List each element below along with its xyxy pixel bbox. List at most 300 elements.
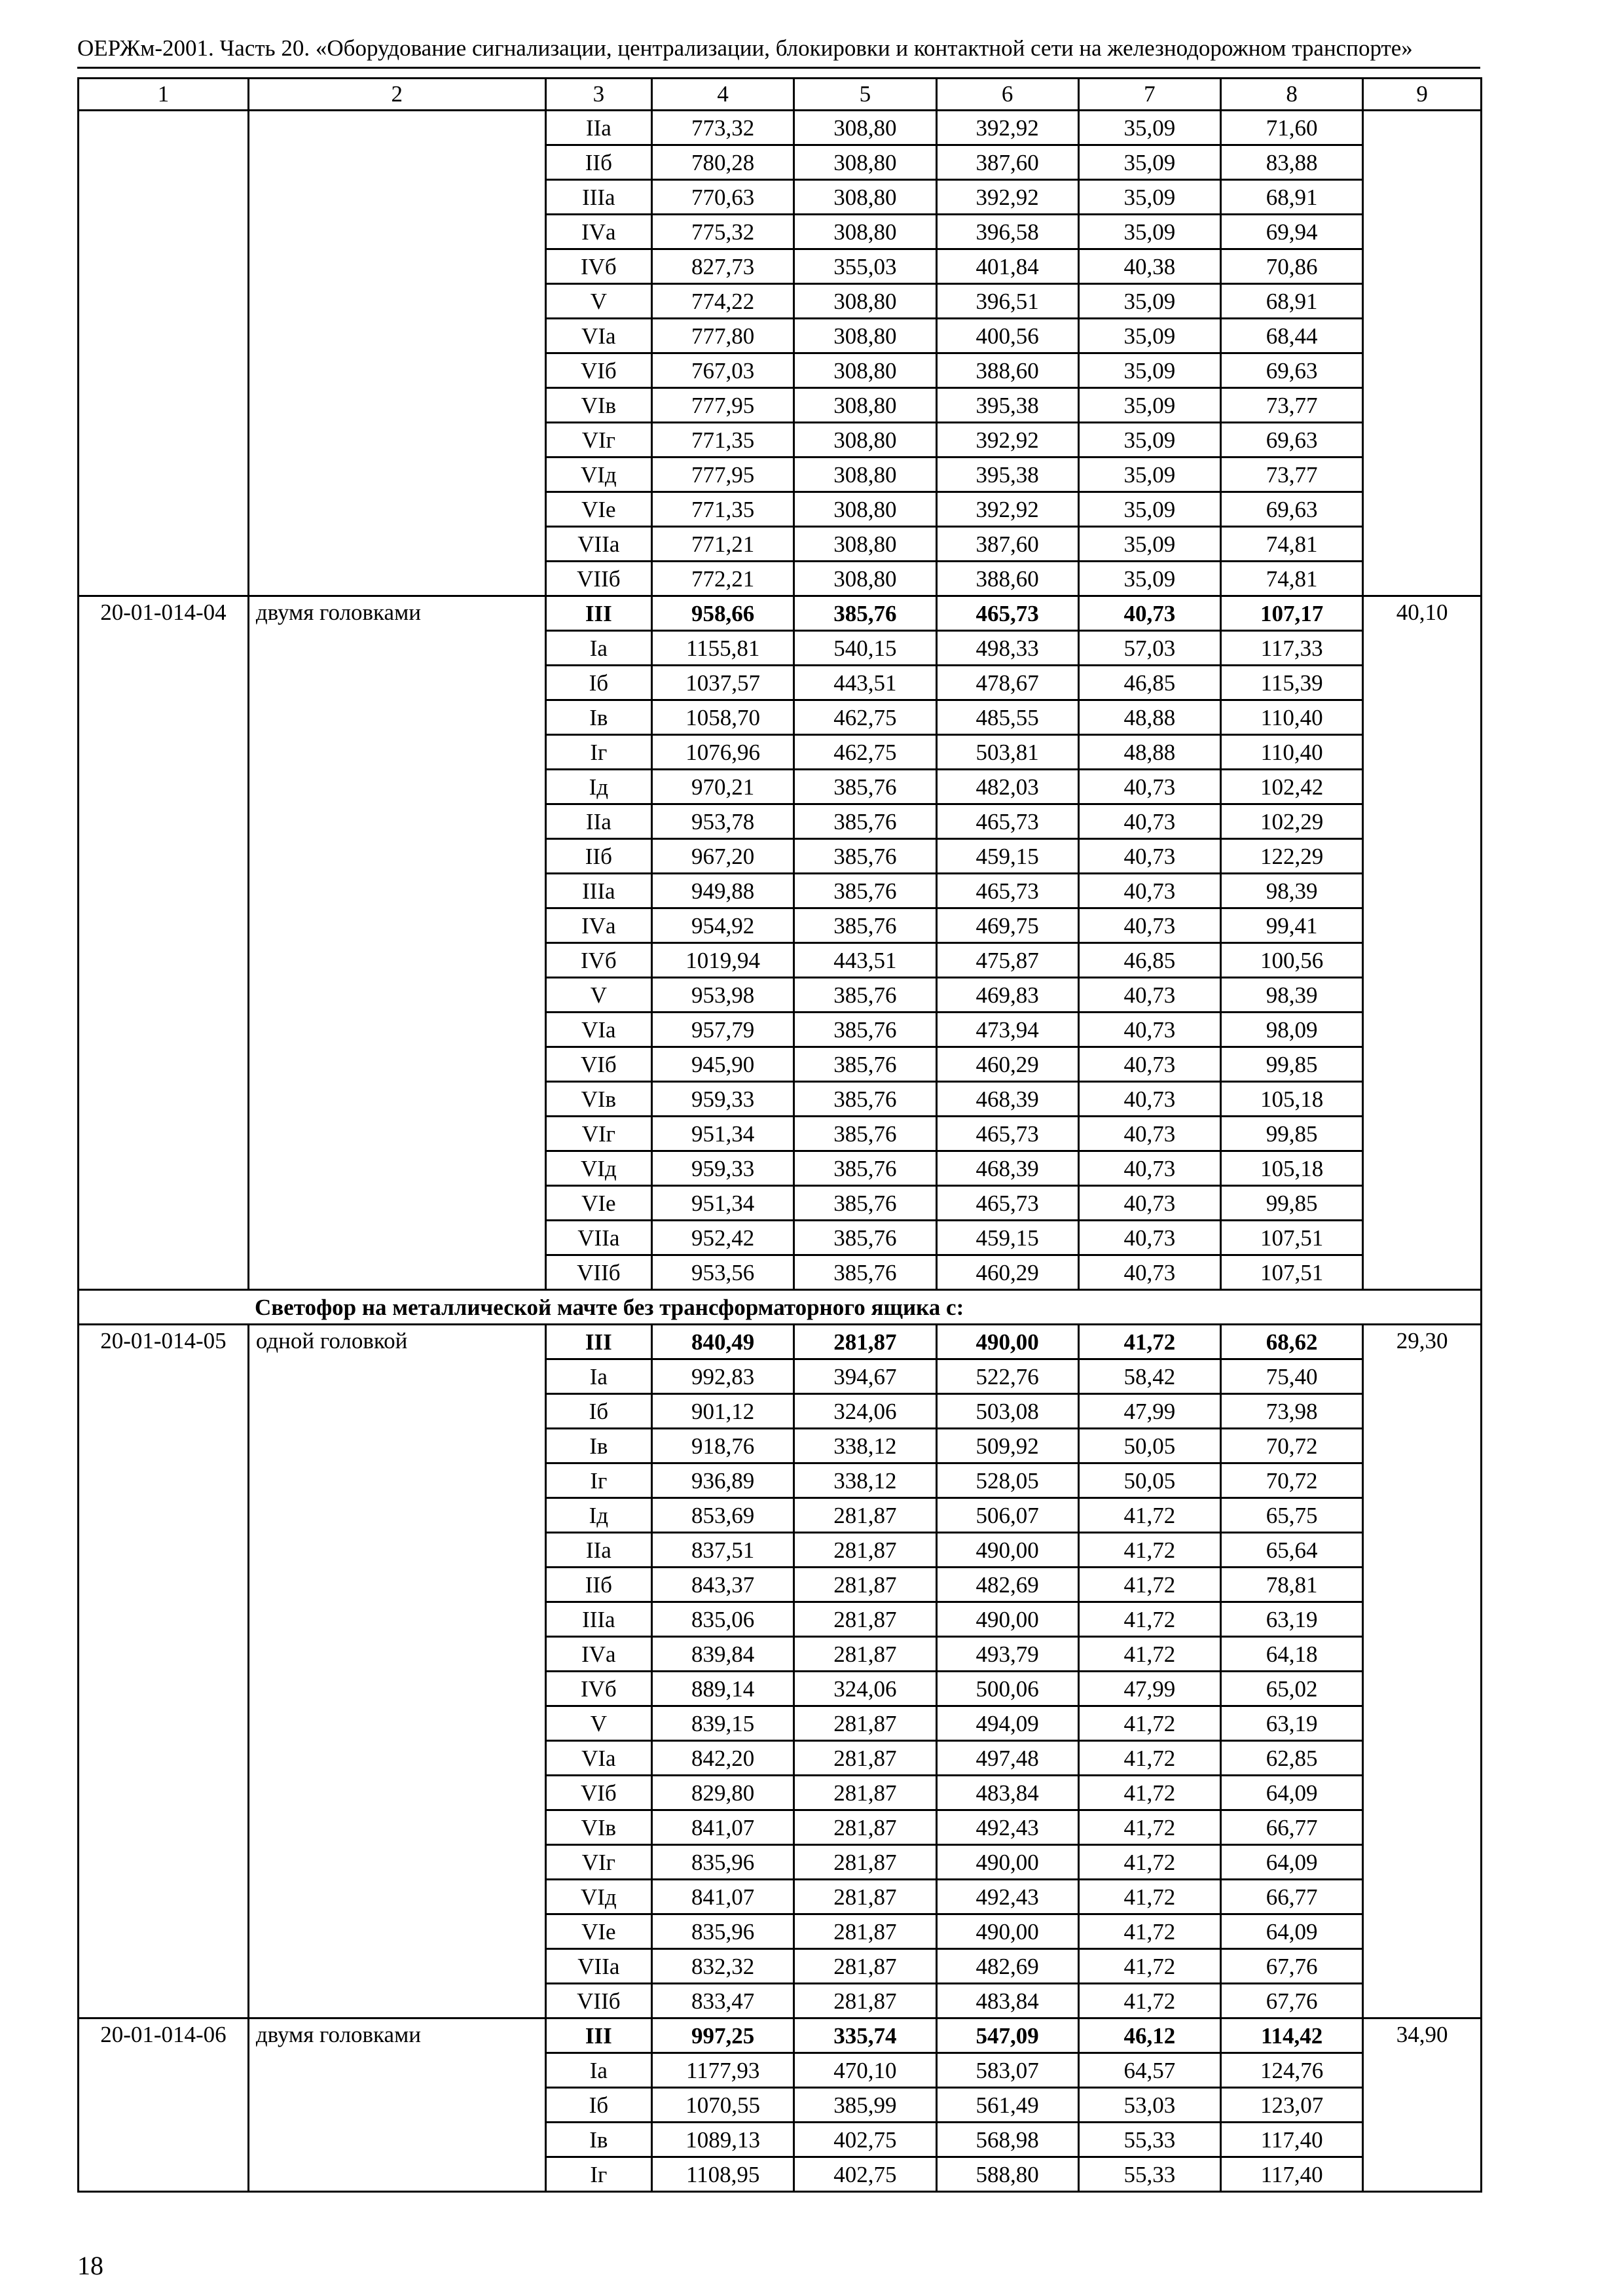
value-cell: 67,76 bbox=[1221, 1984, 1363, 2018]
zone-cell: Iв bbox=[545, 700, 651, 735]
value-cell: 281,87 bbox=[794, 1741, 936, 1776]
value-cell: 459,15 bbox=[936, 839, 1078, 874]
value-cell: 40,73 bbox=[1078, 1013, 1220, 1047]
value-cell: 100,56 bbox=[1221, 943, 1363, 978]
zone-cell: VIв bbox=[545, 388, 651, 423]
value-cell: 832,32 bbox=[652, 1949, 794, 1984]
value-cell: 40,73 bbox=[1078, 908, 1220, 943]
value-cell: 308,80 bbox=[794, 527, 936, 562]
zone-cell: IIб bbox=[545, 839, 651, 874]
value-cell: 465,73 bbox=[936, 596, 1078, 631]
value-cell: 65,75 bbox=[1221, 1498, 1363, 1533]
zone-cell: Iа bbox=[545, 2053, 651, 2088]
value-cell: 308,80 bbox=[794, 423, 936, 457]
value-cell: 308,80 bbox=[794, 111, 936, 145]
value-cell: 83,88 bbox=[1221, 145, 1363, 180]
value-cell: 281,87 bbox=[794, 1984, 936, 2018]
value-cell: 387,60 bbox=[936, 527, 1078, 562]
zone-cell: VIд bbox=[545, 1151, 651, 1186]
value-cell: 841,07 bbox=[652, 1810, 794, 1845]
value-cell: 281,87 bbox=[794, 1880, 936, 1914]
value-cell: 64,09 bbox=[1221, 1845, 1363, 1880]
value-cell: 997,25 bbox=[652, 2018, 794, 2053]
column-header: 7 bbox=[1078, 79, 1220, 111]
value-cell: 98,39 bbox=[1221, 978, 1363, 1013]
zone-cell: IVб bbox=[545, 1672, 651, 1706]
value-cell: 401,84 bbox=[936, 249, 1078, 284]
value-cell: 35,09 bbox=[1078, 457, 1220, 492]
value-cell: 840,49 bbox=[652, 1325, 794, 1359]
value-cell: 40,73 bbox=[1078, 1221, 1220, 1255]
value-cell: 385,76 bbox=[794, 770, 936, 804]
value-cell: 957,79 bbox=[652, 1013, 794, 1047]
value-cell: 40,73 bbox=[1078, 1082, 1220, 1117]
row-name-cell bbox=[248, 111, 545, 596]
value-cell: 40,73 bbox=[1078, 839, 1220, 874]
value-cell: 469,83 bbox=[936, 978, 1078, 1013]
value-cell: 392,92 bbox=[936, 180, 1078, 215]
value-cell: 69,94 bbox=[1221, 215, 1363, 249]
value-cell: 473,94 bbox=[936, 1013, 1078, 1047]
column-header: 6 bbox=[936, 79, 1078, 111]
value-cell: 959,33 bbox=[652, 1082, 794, 1117]
value-cell: 41,72 bbox=[1078, 1949, 1220, 1984]
value-cell: 35,09 bbox=[1078, 562, 1220, 596]
column-header: 3 bbox=[545, 79, 651, 111]
value-cell: 68,91 bbox=[1221, 180, 1363, 215]
zone-cell: IIа bbox=[545, 1533, 651, 1568]
value-cell: 35,09 bbox=[1078, 145, 1220, 180]
value-cell: 918,76 bbox=[652, 1429, 794, 1463]
value-cell: 388,60 bbox=[936, 353, 1078, 388]
value-cell: 387,60 bbox=[936, 145, 1078, 180]
zone-cell: III bbox=[545, 1325, 651, 1359]
value-cell: 98,39 bbox=[1221, 874, 1363, 908]
value-cell: 98,09 bbox=[1221, 1013, 1363, 1047]
value-cell: 35,09 bbox=[1078, 284, 1220, 319]
table-body bbox=[79, 111, 1482, 2192]
value-cell: 509,92 bbox=[936, 1429, 1078, 1463]
zone-cell: Iа bbox=[545, 1359, 651, 1394]
zone-cell: IVа bbox=[545, 1637, 651, 1672]
value-cell: 281,87 bbox=[794, 1533, 936, 1568]
value-cell: 308,80 bbox=[794, 388, 936, 423]
value-cell: 493,79 bbox=[936, 1637, 1078, 1672]
zone-cell: IVб bbox=[545, 943, 651, 978]
value-cell: 967,20 bbox=[652, 839, 794, 874]
value-cell: 69,63 bbox=[1221, 353, 1363, 388]
row-col9-cell: 34,90 bbox=[1363, 2018, 1482, 2192]
value-cell: 324,06 bbox=[794, 1672, 936, 1706]
zone-cell: III bbox=[545, 596, 651, 631]
value-cell: 73,77 bbox=[1221, 388, 1363, 423]
value-cell: 102,29 bbox=[1221, 804, 1363, 839]
value-cell: 835,96 bbox=[652, 1914, 794, 1949]
value-cell: 105,18 bbox=[1221, 1082, 1363, 1117]
value-cell: 392,92 bbox=[936, 111, 1078, 145]
value-cell: 40,73 bbox=[1078, 1151, 1220, 1186]
value-cell: 936,89 bbox=[652, 1463, 794, 1498]
row-code-cell: 20-01-014-05 bbox=[79, 1325, 249, 2018]
value-cell: 827,73 bbox=[652, 249, 794, 284]
value-cell: 107,51 bbox=[1221, 1255, 1363, 1290]
value-cell: 99,85 bbox=[1221, 1047, 1363, 1082]
zone-cell: VIб bbox=[545, 1047, 651, 1082]
value-cell: 385,76 bbox=[794, 978, 936, 1013]
value-cell: 396,51 bbox=[936, 284, 1078, 319]
row-code-cell: 20-01-014-06 bbox=[79, 2018, 249, 2192]
value-cell: 588,80 bbox=[936, 2157, 1078, 2192]
value-cell: 41,72 bbox=[1078, 1810, 1220, 1845]
value-cell: 465,73 bbox=[936, 1117, 1078, 1151]
zone-cell: Iг bbox=[545, 2157, 651, 2192]
value-cell: 308,80 bbox=[794, 145, 936, 180]
value-cell: 117,33 bbox=[1221, 631, 1363, 666]
value-cell: 396,58 bbox=[936, 215, 1078, 249]
value-cell: 65,02 bbox=[1221, 1672, 1363, 1706]
value-cell: 41,72 bbox=[1078, 1914, 1220, 1949]
value-cell: 839,84 bbox=[652, 1637, 794, 1672]
value-cell: 46,85 bbox=[1078, 943, 1220, 978]
zone-cell: Iа bbox=[545, 631, 651, 666]
value-cell: 68,44 bbox=[1221, 319, 1363, 353]
value-cell: 901,12 bbox=[652, 1394, 794, 1429]
value-cell: 503,08 bbox=[936, 1394, 1078, 1429]
value-cell: 308,80 bbox=[794, 457, 936, 492]
value-cell: 65,64 bbox=[1221, 1533, 1363, 1568]
value-cell: 1070,55 bbox=[652, 2088, 794, 2123]
table-row bbox=[79, 596, 1482, 631]
value-cell: 385,76 bbox=[794, 1117, 936, 1151]
value-cell: 41,72 bbox=[1078, 1845, 1220, 1880]
value-cell: 50,05 bbox=[1078, 1429, 1220, 1463]
value-cell: 475,87 bbox=[936, 943, 1078, 978]
value-cell: 498,33 bbox=[936, 631, 1078, 666]
value-cell: 385,76 bbox=[794, 1186, 936, 1221]
value-cell: 35,09 bbox=[1078, 527, 1220, 562]
value-cell: 395,38 bbox=[936, 457, 1078, 492]
value-cell: 40,73 bbox=[1078, 1047, 1220, 1082]
section-title: Светофор на металлической мачте без трансформаторного ящика с: bbox=[79, 1290, 1482, 1325]
value-cell: 40,73 bbox=[1078, 1186, 1220, 1221]
value-cell: 105,18 bbox=[1221, 1151, 1363, 1186]
value-cell: 385,76 bbox=[794, 874, 936, 908]
zone-cell: IIIа bbox=[545, 874, 651, 908]
value-cell: 402,75 bbox=[794, 2123, 936, 2157]
zone-cell: Iг bbox=[545, 735, 651, 770]
value-cell: 771,35 bbox=[652, 423, 794, 457]
value-cell: 842,20 bbox=[652, 1741, 794, 1776]
value-cell: 53,03 bbox=[1078, 2088, 1220, 2123]
value-cell: 833,47 bbox=[652, 1984, 794, 2018]
value-cell: 385,76 bbox=[794, 1013, 936, 1047]
value-cell: 395,38 bbox=[936, 388, 1078, 423]
value-cell: 35,09 bbox=[1078, 423, 1220, 457]
value-cell: 483,84 bbox=[936, 1776, 1078, 1810]
value-cell: 583,07 bbox=[936, 2053, 1078, 2088]
value-cell: 68,91 bbox=[1221, 284, 1363, 319]
table-row bbox=[79, 1325, 1482, 1359]
value-cell: 468,39 bbox=[936, 1082, 1078, 1117]
value-cell: 780,28 bbox=[652, 145, 794, 180]
column-header: 1 bbox=[79, 79, 249, 111]
value-cell: 41,72 bbox=[1078, 1706, 1220, 1741]
value-cell: 338,12 bbox=[794, 1429, 936, 1463]
value-cell: 1177,93 bbox=[652, 2053, 794, 2088]
value-cell: 41,72 bbox=[1078, 1533, 1220, 1568]
header-divider bbox=[77, 67, 1480, 69]
zone-cell: Iд bbox=[545, 770, 651, 804]
row-code-cell bbox=[79, 111, 249, 596]
value-cell: 777,95 bbox=[652, 457, 794, 492]
column-header: 8 bbox=[1221, 79, 1363, 111]
value-cell: 70,72 bbox=[1221, 1429, 1363, 1463]
value-cell: 40,38 bbox=[1078, 249, 1220, 284]
zone-cell: VIе bbox=[545, 1914, 651, 1949]
value-cell: 385,76 bbox=[794, 596, 936, 631]
zone-cell: IVб bbox=[545, 249, 651, 284]
value-cell: 459,15 bbox=[936, 1221, 1078, 1255]
value-cell: 503,81 bbox=[936, 735, 1078, 770]
row-name-cell: двумя головками bbox=[248, 2018, 545, 2192]
price-table bbox=[77, 77, 1482, 2193]
value-cell: 468,39 bbox=[936, 1151, 1078, 1186]
zone-cell: Iв bbox=[545, 1429, 651, 1463]
value-cell: 400,56 bbox=[936, 319, 1078, 353]
value-cell: 47,99 bbox=[1078, 1394, 1220, 1429]
row-code-cell: 20-01-014-04 bbox=[79, 596, 249, 1290]
value-cell: 40,73 bbox=[1078, 596, 1220, 631]
value-cell: 117,40 bbox=[1221, 2157, 1363, 2192]
value-cell: 123,07 bbox=[1221, 2088, 1363, 2123]
value-cell: 47,99 bbox=[1078, 1672, 1220, 1706]
zone-cell: VIб bbox=[545, 1776, 651, 1810]
value-cell: 46,85 bbox=[1078, 666, 1220, 700]
value-cell: 35,09 bbox=[1078, 353, 1220, 388]
value-cell: 281,87 bbox=[794, 1637, 936, 1672]
zone-cell: VIд bbox=[545, 1880, 651, 1914]
value-cell: 66,77 bbox=[1221, 1880, 1363, 1914]
value-cell: 490,00 bbox=[936, 1914, 1078, 1949]
value-cell: 561,49 bbox=[936, 2088, 1078, 2123]
zone-cell: III bbox=[545, 2018, 651, 2053]
zone-cell: VIIа bbox=[545, 1221, 651, 1255]
value-cell: 308,80 bbox=[794, 180, 936, 215]
value-cell: 506,07 bbox=[936, 1498, 1078, 1533]
value-cell: 385,76 bbox=[794, 804, 936, 839]
value-cell: 469,75 bbox=[936, 908, 1078, 943]
zone-cell: IVа bbox=[545, 908, 651, 943]
value-cell: 63,19 bbox=[1221, 1706, 1363, 1741]
column-header: 5 bbox=[794, 79, 936, 111]
value-cell: 64,09 bbox=[1221, 1914, 1363, 1949]
value-cell: 69,63 bbox=[1221, 423, 1363, 457]
value-cell: 68,62 bbox=[1221, 1325, 1363, 1359]
column-header: 4 bbox=[652, 79, 794, 111]
value-cell: 497,48 bbox=[936, 1741, 1078, 1776]
value-cell: 41,72 bbox=[1078, 1568, 1220, 1602]
value-cell: 385,76 bbox=[794, 908, 936, 943]
value-cell: 114,42 bbox=[1221, 2018, 1363, 2053]
zone-cell: Iв bbox=[545, 2123, 651, 2157]
value-cell: 41,72 bbox=[1078, 1776, 1220, 1810]
value-cell: 465,73 bbox=[936, 1186, 1078, 1221]
value-cell: 953,78 bbox=[652, 804, 794, 839]
value-cell: 490,00 bbox=[936, 1845, 1078, 1880]
value-cell: 308,80 bbox=[794, 562, 936, 596]
value-cell: 102,42 bbox=[1221, 770, 1363, 804]
value-cell: 568,98 bbox=[936, 2123, 1078, 2157]
zone-cell: VIг bbox=[545, 1117, 651, 1151]
zone-cell: IIа bbox=[545, 111, 651, 145]
zone-cell: VIIб bbox=[545, 1255, 651, 1290]
zone-cell: IIб bbox=[545, 1568, 651, 1602]
value-cell: 835,96 bbox=[652, 1845, 794, 1880]
value-cell: 465,73 bbox=[936, 874, 1078, 908]
value-cell: 771,35 bbox=[652, 492, 794, 527]
value-cell: 970,21 bbox=[652, 770, 794, 804]
value-cell: 462,75 bbox=[794, 700, 936, 735]
value-cell: 281,87 bbox=[794, 1498, 936, 1533]
value-cell: 63,19 bbox=[1221, 1602, 1363, 1637]
row-col9-cell: 40,10 bbox=[1363, 596, 1482, 1290]
value-cell: 1108,95 bbox=[652, 2157, 794, 2192]
value-cell: 482,69 bbox=[936, 1568, 1078, 1602]
value-cell: 58,42 bbox=[1078, 1359, 1220, 1394]
table-row bbox=[79, 111, 1482, 145]
zone-cell: VIе bbox=[545, 1186, 651, 1221]
zone-cell: VIг bbox=[545, 1845, 651, 1880]
value-cell: 385,99 bbox=[794, 2088, 936, 2123]
value-cell: 490,00 bbox=[936, 1533, 1078, 1568]
value-cell: 385,76 bbox=[794, 1221, 936, 1255]
value-cell: 308,80 bbox=[794, 284, 936, 319]
page-number: 18 bbox=[77, 2251, 103, 2280]
zone-cell: VIв bbox=[545, 1810, 651, 1845]
value-cell: 281,87 bbox=[794, 1568, 936, 1602]
value-cell: 1019,94 bbox=[652, 943, 794, 978]
value-cell: 69,63 bbox=[1221, 492, 1363, 527]
value-cell: 952,42 bbox=[652, 1221, 794, 1255]
value-cell: 771,21 bbox=[652, 527, 794, 562]
value-cell: 41,72 bbox=[1078, 1741, 1220, 1776]
value-cell: 115,39 bbox=[1221, 666, 1363, 700]
value-cell: 460,29 bbox=[936, 1047, 1078, 1082]
value-cell: 470,10 bbox=[794, 2053, 936, 2088]
value-cell: 839,15 bbox=[652, 1706, 794, 1741]
value-cell: 55,33 bbox=[1078, 2123, 1220, 2157]
value-cell: 500,06 bbox=[936, 1672, 1078, 1706]
value-cell: 465,73 bbox=[936, 804, 1078, 839]
value-cell: 40,73 bbox=[1078, 770, 1220, 804]
value-cell: 490,00 bbox=[936, 1602, 1078, 1637]
value-cell: 281,87 bbox=[794, 1706, 936, 1741]
value-cell: 40,73 bbox=[1078, 874, 1220, 908]
value-cell: 959,33 bbox=[652, 1151, 794, 1186]
value-cell: 99,41 bbox=[1221, 908, 1363, 943]
value-cell: 492,43 bbox=[936, 1880, 1078, 1914]
value-cell: 64,57 bbox=[1078, 2053, 1220, 2088]
value-cell: 388,60 bbox=[936, 562, 1078, 596]
value-cell: 338,12 bbox=[794, 1463, 936, 1498]
value-cell: 75,40 bbox=[1221, 1359, 1363, 1394]
value-cell: 67,76 bbox=[1221, 1949, 1363, 1984]
value-cell: 1089,13 bbox=[652, 2123, 794, 2157]
value-cell: 951,34 bbox=[652, 1186, 794, 1221]
zone-cell: VIв bbox=[545, 1082, 651, 1117]
zone-cell: VIIа bbox=[545, 527, 651, 562]
value-cell: 777,80 bbox=[652, 319, 794, 353]
zone-cell: VIIа bbox=[545, 1949, 651, 1984]
value-cell: 73,98 bbox=[1221, 1394, 1363, 1429]
zone-cell: VIIб bbox=[545, 1984, 651, 2018]
row-col9-cell bbox=[1363, 111, 1482, 596]
value-cell: 281,87 bbox=[794, 1914, 936, 1949]
zone-cell: V bbox=[545, 1706, 651, 1741]
value-cell: 490,00 bbox=[936, 1325, 1078, 1359]
value-cell: 540,15 bbox=[794, 631, 936, 666]
value-cell: 40,73 bbox=[1078, 1255, 1220, 1290]
value-cell: 1058,70 bbox=[652, 700, 794, 735]
value-cell: 62,85 bbox=[1221, 1741, 1363, 1776]
value-cell: 485,55 bbox=[936, 700, 1078, 735]
value-cell: 392,92 bbox=[936, 423, 1078, 457]
value-cell: 494,09 bbox=[936, 1706, 1078, 1741]
value-cell: 308,80 bbox=[794, 215, 936, 249]
zone-cell: Iб bbox=[545, 1394, 651, 1429]
value-cell: 41,72 bbox=[1078, 1880, 1220, 1914]
zone-cell: VIе bbox=[545, 492, 651, 527]
zone-cell: VIб bbox=[545, 353, 651, 388]
value-cell: 35,09 bbox=[1078, 492, 1220, 527]
value-cell: 55,33 bbox=[1078, 2157, 1220, 2192]
value-cell: 64,09 bbox=[1221, 1776, 1363, 1810]
value-cell: 35,09 bbox=[1078, 215, 1220, 249]
value-cell: 767,03 bbox=[652, 353, 794, 388]
zone-cell: IIа bbox=[545, 804, 651, 839]
value-cell: 35,09 bbox=[1078, 319, 1220, 353]
value-cell: 74,81 bbox=[1221, 527, 1363, 562]
value-cell: 110,40 bbox=[1221, 700, 1363, 735]
value-cell: 281,87 bbox=[794, 1602, 936, 1637]
value-cell: 954,92 bbox=[652, 908, 794, 943]
zone-cell: IVа bbox=[545, 215, 651, 249]
value-cell: 48,88 bbox=[1078, 700, 1220, 735]
value-cell: 40,73 bbox=[1078, 804, 1220, 839]
value-cell: 41,72 bbox=[1078, 1984, 1220, 2018]
value-cell: 483,84 bbox=[936, 1984, 1078, 2018]
value-cell: 392,92 bbox=[936, 492, 1078, 527]
zone-cell: V bbox=[545, 284, 651, 319]
value-cell: 41,72 bbox=[1078, 1602, 1220, 1637]
value-cell: 462,75 bbox=[794, 735, 936, 770]
value-cell: 117,40 bbox=[1221, 2123, 1363, 2157]
value-cell: 40,73 bbox=[1078, 1117, 1220, 1151]
value-cell: 478,67 bbox=[936, 666, 1078, 700]
value-cell: 953,56 bbox=[652, 1255, 794, 1290]
zone-cell: Iб bbox=[545, 666, 651, 700]
value-cell: 70,86 bbox=[1221, 249, 1363, 284]
value-cell: 837,51 bbox=[652, 1533, 794, 1568]
value-cell: 41,72 bbox=[1078, 1498, 1220, 1533]
value-cell: 35,09 bbox=[1078, 388, 1220, 423]
value-cell: 770,63 bbox=[652, 180, 794, 215]
value-cell: 40,73 bbox=[1078, 978, 1220, 1013]
value-cell: 1155,81 bbox=[652, 631, 794, 666]
value-cell: 482,03 bbox=[936, 770, 1078, 804]
column-number-row bbox=[79, 79, 1482, 111]
value-cell: 122,29 bbox=[1221, 839, 1363, 874]
